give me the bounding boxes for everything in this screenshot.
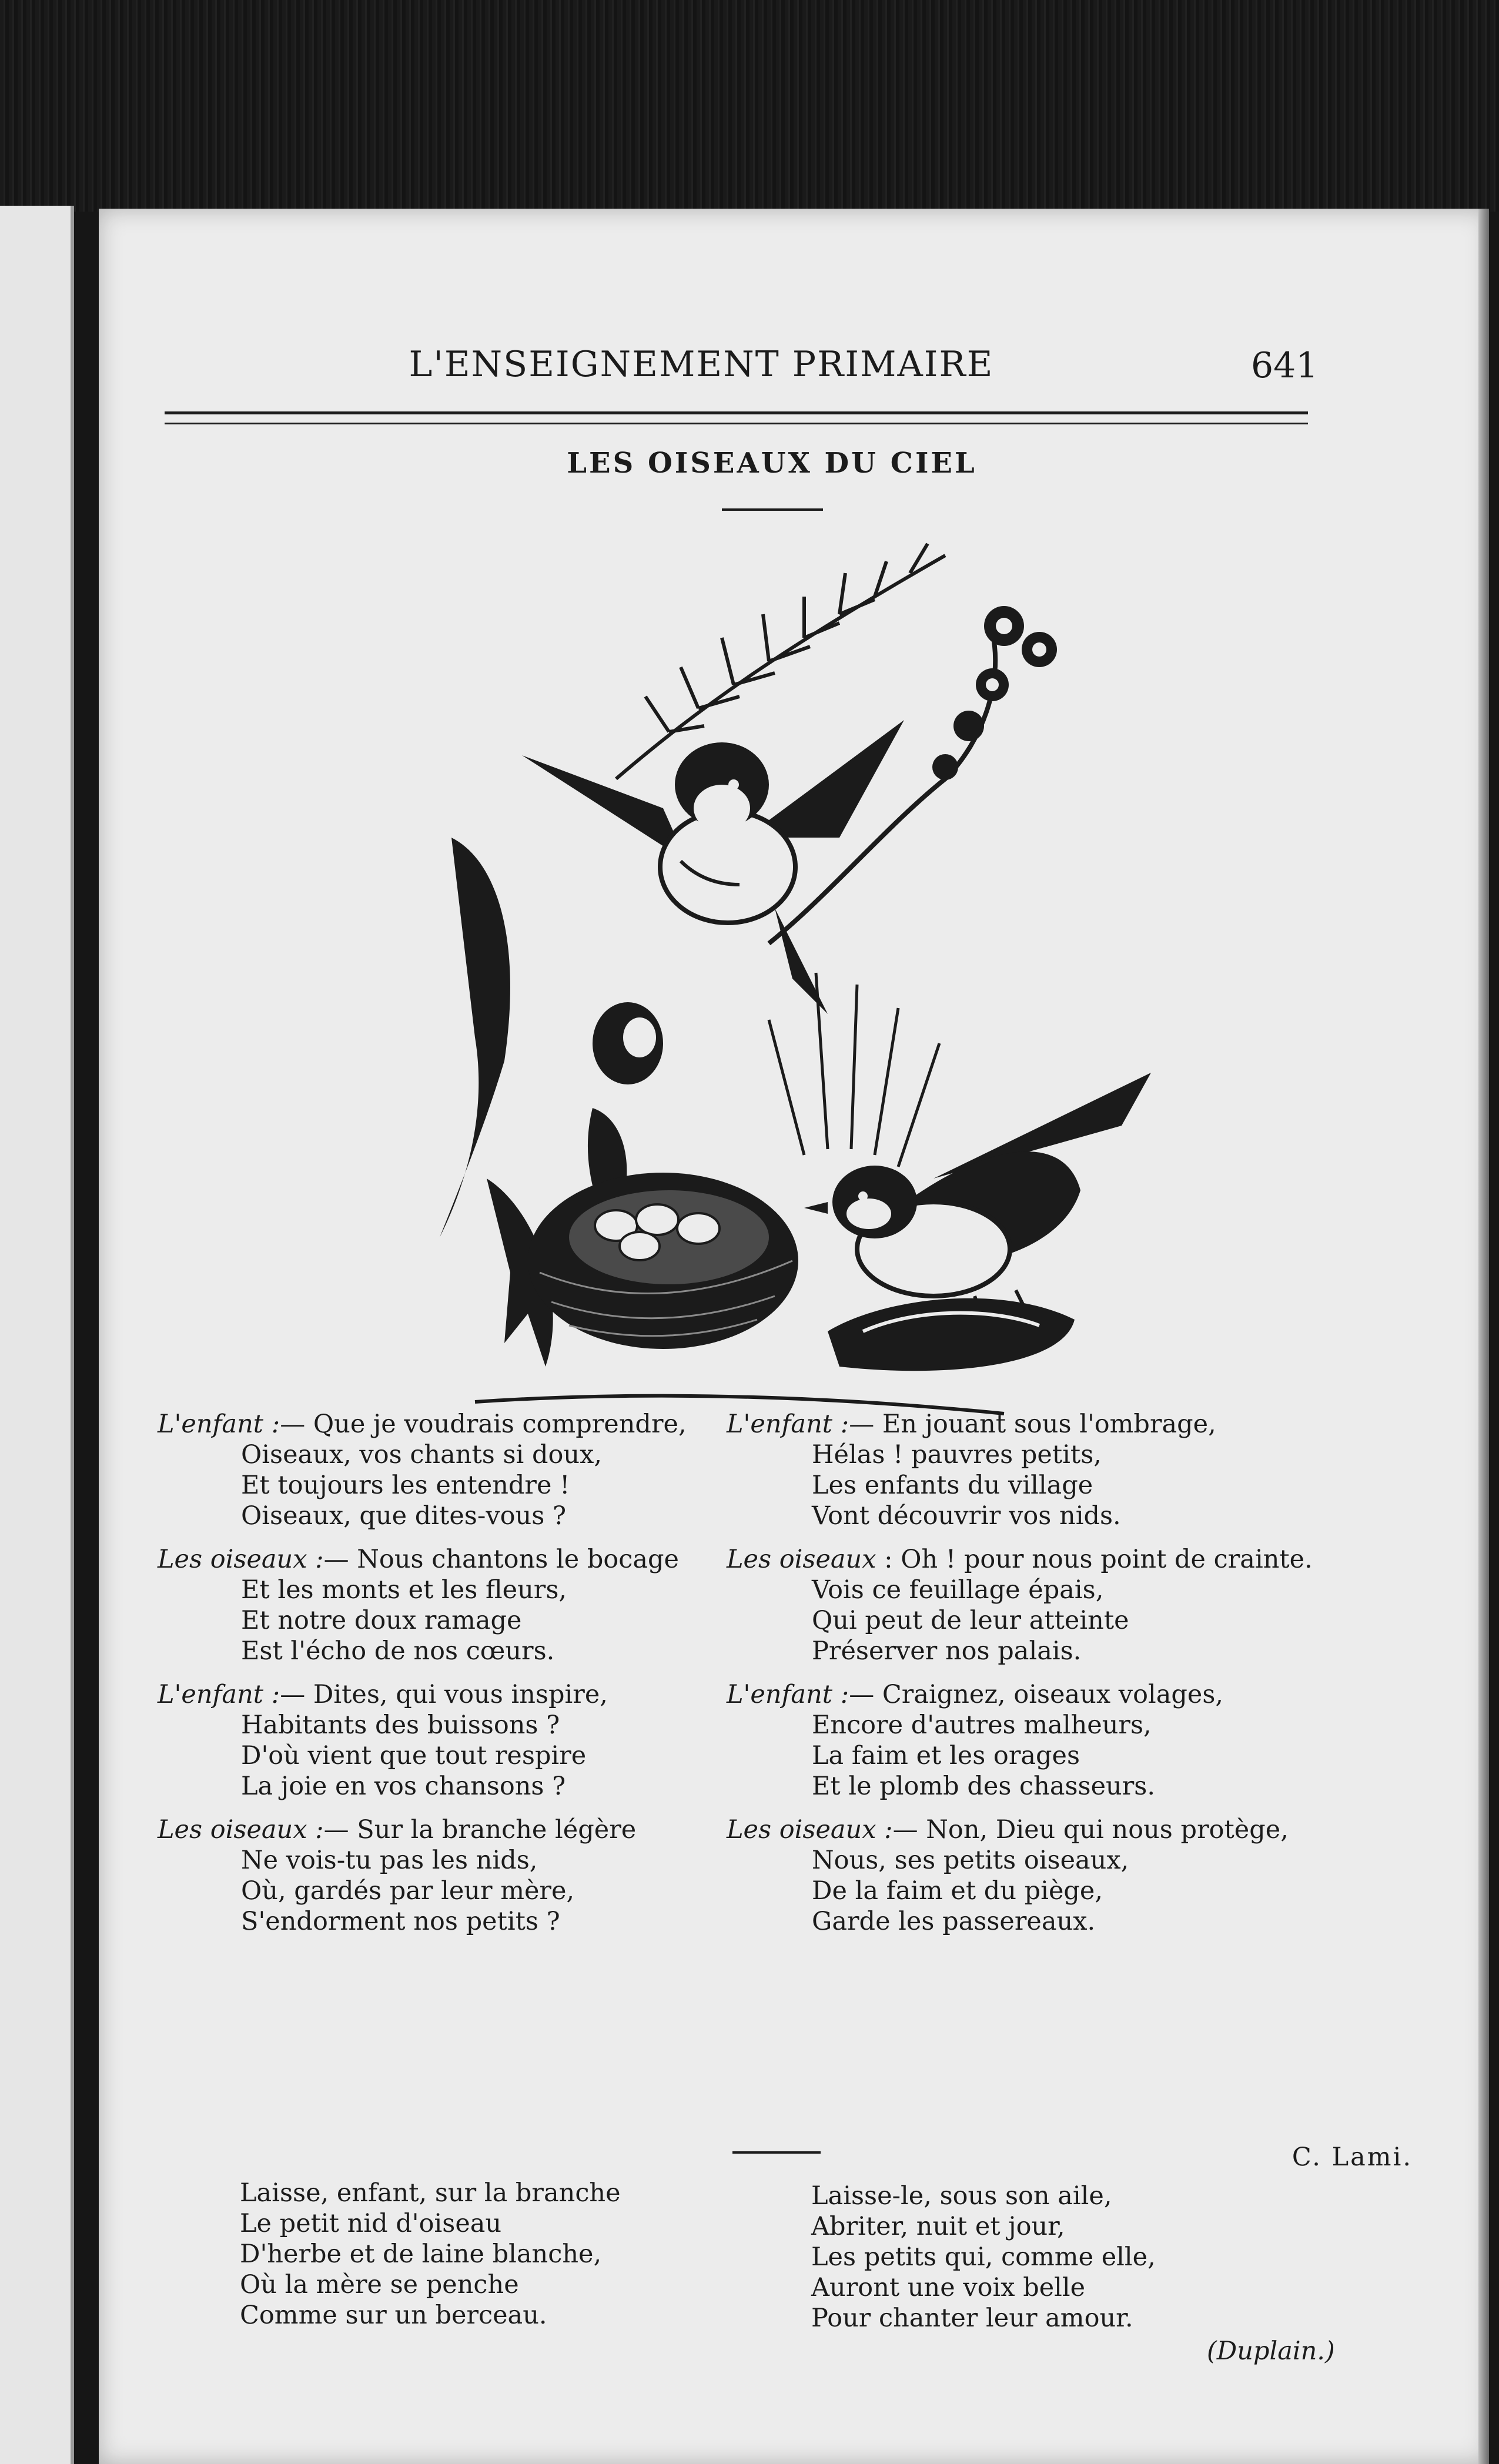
- verse-line: : Oh ! pour nous point de crainte.: [876, 1545, 1313, 1574]
- verse-line: S'endorment nos petits ?: [241, 1907, 560, 1936]
- page-edge-shadow: [1478, 209, 1489, 2464]
- verse-line: Le petit nid d'oiseau: [240, 2209, 502, 2238]
- verse-line: Préserver nos palais.: [812, 1636, 1082, 1666]
- verse-line: Et toujours les entendre !: [241, 1471, 570, 1500]
- verse-line: Qui peut de leur atteinte: [812, 1606, 1129, 1635]
- verse-line: Où la mère se penche: [240, 2270, 519, 2299]
- speaker: L'enfant :: [727, 1680, 849, 1709]
- stanza: [727, 1814, 1432, 1937]
- stanza: [158, 1679, 781, 1802]
- stanza: [727, 1679, 1432, 1802]
- lower-left-stanza: [240, 2178, 621, 2331]
- verse-line: — Non, Dieu qui nous protège,: [892, 1815, 1289, 1844]
- verse-line: Vois ce feuillage épais,: [812, 1575, 1104, 1605]
- author-credit: C. Lami.: [1291, 2142, 1413, 2172]
- running-title: L'ENSEIGNEMENT PRIMAIRE: [409, 344, 994, 385]
- source-credit: [1207, 2336, 1335, 2366]
- verse-line: Nous, ses petits oiseaux,: [812, 1846, 1129, 1875]
- verse-line: Pour chanter leur amour.: [811, 2304, 1133, 2333]
- verse-line: Et notre doux ramage: [241, 1606, 522, 1635]
- verse-line: De la faim et du piège,: [812, 1876, 1103, 1906]
- stanza: [158, 1814, 781, 1937]
- previous-page-edge: [0, 206, 74, 2464]
- verse-line: Les enfants du village: [812, 1471, 1093, 1500]
- verse-line: La faim et les orages: [812, 1741, 1080, 1770]
- verse-line: Ne vois-tu pas les nids,: [241, 1846, 538, 1875]
- speaker: L'enfant :: [158, 1680, 280, 1709]
- verse-line: Habitants des buissons ?: [241, 1710, 560, 1740]
- verse-line: Encore d'autres malheurs,: [812, 1710, 1152, 1740]
- verse-line: D'où vient que tout respire: [241, 1741, 587, 1770]
- verse-line: Hélas ! pauvres petits,: [812, 1440, 1102, 1469]
- page-number: 641: [1251, 345, 1319, 386]
- speaker: Les oiseaux :: [158, 1815, 324, 1844]
- speaker: Les oiseaux :: [158, 1545, 324, 1574]
- verse-line: — Nous chantons le bocage: [323, 1545, 679, 1574]
- lower-right-stanza: [811, 2181, 1156, 2334]
- verse-line: Où, gardés par leur mère,: [241, 1876, 575, 1906]
- verse-line: Garde les passereaux.: [812, 1907, 1096, 1936]
- verse-line: — Craignez, oiseaux volages,: [849, 1680, 1224, 1709]
- verse-line: Oiseaux, que dites-vous ?: [241, 1501, 567, 1531]
- verse-line: La joie en vos chansons ?: [241, 1772, 566, 1801]
- birds-nest-engraving: [416, 532, 1180, 1449]
- verse-line: — Que je voudrais comprendre,: [280, 1410, 687, 1439]
- verse-line: D'herbe et de laine blanche,: [240, 2239, 602, 2269]
- stanza: [727, 1409, 1432, 1531]
- verse-line: — Dites, qui vous inspire,: [280, 1680, 608, 1709]
- verse-line: Laisse, enfant, sur la branche: [240, 2178, 621, 2208]
- left-column: [158, 1409, 781, 1950]
- speaker: L'enfant :: [158, 1410, 280, 1439]
- verse-line: Laisse-le, sous son aile,: [811, 2181, 1112, 2211]
- scan-background: [0, 0, 1499, 212]
- title-rule: [722, 508, 823, 511]
- verse-line: Abriter, nuit et jour,: [811, 2212, 1065, 2241]
- verse-line: Auront une voix belle: [811, 2273, 1086, 2302]
- stanza: [727, 1544, 1432, 1666]
- book-page: [99, 209, 1489, 2464]
- verse-line: Vont découvrir vos nids.: [812, 1501, 1121, 1531]
- poem-title: LES OISEAUX DU CIEL: [567, 447, 977, 480]
- verse-line: Comme sur un berceau.: [240, 2301, 547, 2330]
- verse-line: Les petits qui, comme elle,: [811, 2242, 1156, 2272]
- speaker: Les oiseaux :: [727, 1815, 893, 1844]
- right-column: [727, 1409, 1432, 1950]
- section-rule: [732, 2151, 821, 2154]
- source-credit-text: (Duplain.): [1207, 2336, 1335, 2366]
- verse-line: Et les monts et les fleurs,: [241, 1575, 567, 1605]
- verse-line: Oiseaux, vos chants si doux,: [241, 1440, 602, 1469]
- header-double-rule: [165, 411, 1308, 424]
- verse-line: — Sur la branche légère: [323, 1815, 637, 1844]
- speaker: Les oiseaux: [727, 1545, 876, 1574]
- stanza: [158, 1544, 781, 1666]
- verse-line: — En jouant sous l'ombrage,: [849, 1410, 1216, 1439]
- stanza: [158, 1409, 781, 1531]
- speaker: L'enfant :: [727, 1410, 849, 1439]
- verse-line: Est l'écho de nos cœurs.: [241, 1636, 555, 1666]
- verse-line: Et le plomb des chasseurs.: [812, 1772, 1156, 1801]
